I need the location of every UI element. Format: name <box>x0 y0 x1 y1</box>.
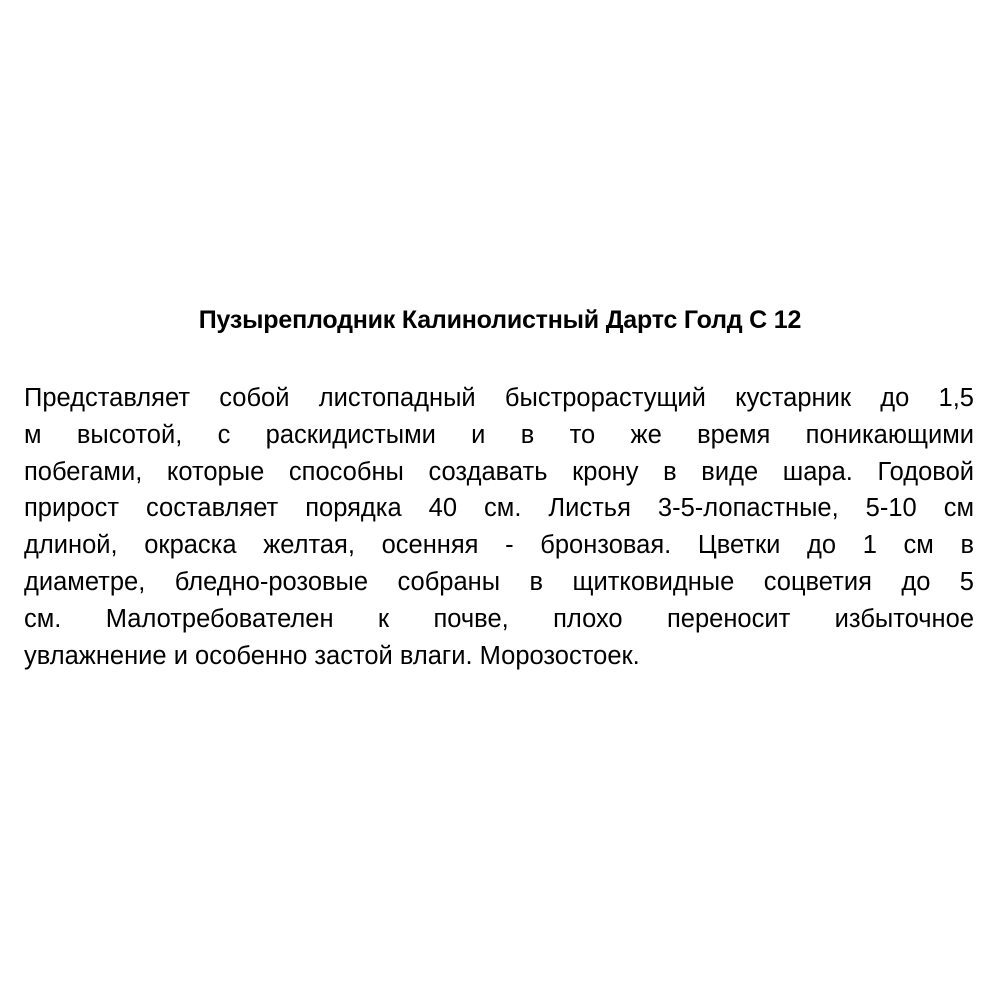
description-line: диаметре, бледно-розовые собраны в щитковидные соцветия до 5 <box>24 567 974 596</box>
description-line: Представляет собой листопадный быстрорастущий кустарник до 1,5 <box>24 384 974 412</box>
description-line: увлажнение и особенно застой влаги. Морозостоек. <box>24 641 640 670</box>
product-description <box>24 380 974 674</box>
description-line: см. Малотребователен к почве, плохо переносит избыточное <box>24 604 974 633</box>
product-title: Пузыреплодник Калинолистный Дартс Голд С 12 <box>198 306 802 334</box>
description-line: м высотой, с раскидистыми и в то же время поникающими <box>24 420 974 449</box>
description-line: прирост составляет порядка 40 см. Листья 3-5-лопастные, 5-10 см <box>24 494 974 523</box>
description-line: длиной, окраска желтая, осенняя - бронзовая. Цветки до 1 см в <box>24 531 974 560</box>
description-line: побегами, которые способны создавать крону в виде шара. Годовой <box>24 457 974 486</box>
